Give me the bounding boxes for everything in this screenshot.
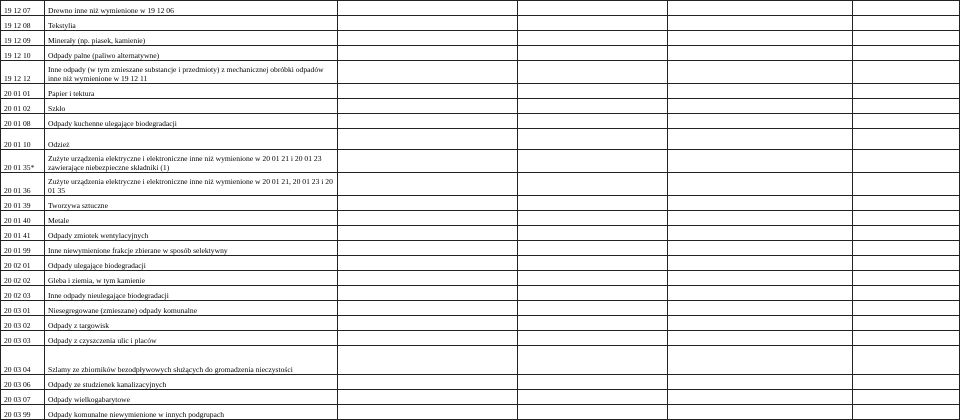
waste-code-cell: 20 01 39 <box>1 196 45 211</box>
waste-code-cell: 20 03 06 <box>1 375 45 390</box>
empty-cell <box>668 271 853 286</box>
table-row <box>1 16 960 31</box>
empty-cell <box>338 211 518 226</box>
empty-cell <box>338 99 518 114</box>
empty-cell <box>668 99 853 114</box>
empty-cell <box>853 211 960 226</box>
waste-description-cell: Zużyte urządzenia elektryczne i elektroniczne inne niż wymienione w 20 01 21, 20 01 23 i 20 01 35 <box>45 173 338 196</box>
empty-cell <box>338 46 518 61</box>
empty-cell <box>338 405 518 420</box>
waste-code-cell: 20 03 07 <box>1 390 45 405</box>
empty-cell <box>853 173 960 196</box>
table-row <box>1 150 960 173</box>
table-row <box>1 316 960 331</box>
empty-cell <box>853 150 960 173</box>
waste-description-cell: Odpady ze studzienek kanalizacyjnych <box>45 375 338 390</box>
empty-cell <box>338 31 518 46</box>
empty-cell <box>853 301 960 316</box>
empty-cell <box>338 390 518 405</box>
empty-cell <box>518 346 668 375</box>
waste-table-body <box>1 1 960 420</box>
table-row <box>1 61 960 84</box>
waste-code-cell: 20 01 35* <box>1 150 45 173</box>
waste-code-cell: 19 12 08 <box>1 16 45 31</box>
empty-cell <box>853 405 960 420</box>
empty-cell <box>518 331 668 346</box>
empty-cell <box>853 1 960 16</box>
empty-cell <box>338 301 518 316</box>
waste-description-cell: Niesegregowane (zmieszane) odpady komunalne <box>45 301 338 316</box>
empty-cell <box>518 150 668 173</box>
waste-description-cell: Inne odpady (w tym zmieszane substancje i przedmioty) z mechanicznej obróbki odpadów inne niż wymienione w 19 12 11 <box>45 61 338 84</box>
empty-cell <box>518 256 668 271</box>
empty-cell <box>853 226 960 241</box>
table-row <box>1 211 960 226</box>
waste-description-cell: Szlamy ze zbiorników bezodpływowych służących do gromadzenia nieczystości <box>45 346 338 375</box>
empty-cell <box>518 241 668 256</box>
empty-cell <box>668 286 853 301</box>
waste-code-cell: 20 02 03 <box>1 286 45 301</box>
waste-description-cell: Odpady z targowisk <box>45 316 338 331</box>
empty-cell <box>668 241 853 256</box>
empty-cell <box>668 173 853 196</box>
waste-description-cell: Gleba i ziemia, w tym kamienie <box>45 271 338 286</box>
empty-cell <box>668 114 853 129</box>
waste-code-cell: 20 02 02 <box>1 271 45 286</box>
empty-cell <box>518 405 668 420</box>
waste-description-cell: Tekstylia <box>45 16 338 31</box>
waste-description-cell: Odpady komunalne niewymienione w innych podgrupach <box>45 405 338 420</box>
empty-cell <box>338 1 518 16</box>
empty-cell <box>668 346 853 375</box>
empty-cell <box>338 316 518 331</box>
waste-description-cell: Szkło <box>45 99 338 114</box>
empty-cell <box>668 331 853 346</box>
table-row <box>1 405 960 420</box>
empty-cell <box>338 226 518 241</box>
empty-cell <box>668 84 853 99</box>
waste-description-cell: Odpady palne (paliwo alternatywne) <box>45 46 338 61</box>
empty-cell <box>338 286 518 301</box>
empty-cell <box>338 196 518 211</box>
empty-cell <box>668 375 853 390</box>
empty-cell <box>518 61 668 84</box>
waste-code-cell: 20 02 01 <box>1 256 45 271</box>
empty-cell <box>518 286 668 301</box>
waste-code-cell: 20 01 02 <box>1 99 45 114</box>
waste-description-cell: Odzież <box>45 129 338 150</box>
empty-cell <box>853 61 960 84</box>
empty-cell <box>853 196 960 211</box>
empty-cell <box>518 375 668 390</box>
waste-code-cell: 20 03 01 <box>1 301 45 316</box>
empty-cell <box>668 1 853 16</box>
table-row <box>1 241 960 256</box>
empty-cell <box>338 16 518 31</box>
empty-cell <box>853 46 960 61</box>
empty-cell <box>853 375 960 390</box>
empty-cell <box>338 375 518 390</box>
empty-cell <box>518 390 668 405</box>
waste-description-cell: Inne odpady nieulegające biodegradacji <box>45 286 338 301</box>
table-row <box>1 99 960 114</box>
waste-description-cell: Metale <box>45 211 338 226</box>
empty-cell <box>518 16 668 31</box>
empty-cell <box>338 61 518 84</box>
empty-cell <box>518 316 668 331</box>
table-row <box>1 390 960 405</box>
table-row <box>1 346 960 375</box>
empty-cell <box>338 84 518 99</box>
table-row <box>1 196 960 211</box>
empty-cell <box>668 46 853 61</box>
empty-cell <box>668 226 853 241</box>
empty-cell <box>518 271 668 286</box>
table-row <box>1 286 960 301</box>
waste-code-cell: 19 12 07 <box>1 1 45 16</box>
empty-cell <box>668 390 853 405</box>
waste-description-cell: Odpady wielkogabarytowe <box>45 390 338 405</box>
empty-cell <box>668 405 853 420</box>
empty-cell <box>338 173 518 196</box>
table-row <box>1 84 960 99</box>
table-row <box>1 301 960 316</box>
empty-cell <box>853 286 960 301</box>
empty-cell <box>338 346 518 375</box>
table-row <box>1 271 960 286</box>
waste-description-cell: Papier i tektura <box>45 84 338 99</box>
waste-code-cell: 19 12 09 <box>1 31 45 46</box>
empty-cell <box>668 31 853 46</box>
table-row <box>1 1 960 16</box>
table-row <box>1 173 960 196</box>
empty-cell <box>668 316 853 331</box>
empty-cell <box>668 16 853 31</box>
empty-cell <box>853 84 960 99</box>
empty-cell <box>853 129 960 150</box>
empty-cell <box>518 196 668 211</box>
empty-cell <box>518 173 668 196</box>
waste-description-cell: Minerały (np. piasek, kamienie) <box>45 31 338 46</box>
waste-code-cell: 20 01 99 <box>1 241 45 256</box>
table-row <box>1 129 960 150</box>
empty-cell <box>853 256 960 271</box>
waste-code-cell: 20 01 41 <box>1 226 45 241</box>
empty-cell <box>518 99 668 114</box>
waste-description-cell: Odpady kuchenne ulegające biodegradacji <box>45 114 338 129</box>
empty-cell <box>518 226 668 241</box>
waste-description-cell: Odpady ulegające biodegradacji <box>45 256 338 271</box>
waste-code-cell: 20 01 10 <box>1 129 45 150</box>
empty-cell <box>853 346 960 375</box>
empty-cell <box>338 114 518 129</box>
waste-description-cell: Odpady z czyszczenia ulic i placów <box>45 331 338 346</box>
empty-cell <box>853 331 960 346</box>
empty-cell <box>518 84 668 99</box>
empty-cell <box>338 150 518 173</box>
waste-code-cell: 20 01 01 <box>1 84 45 99</box>
empty-cell <box>853 114 960 129</box>
empty-cell <box>518 46 668 61</box>
empty-cell <box>338 129 518 150</box>
table-row <box>1 375 960 390</box>
empty-cell <box>853 271 960 286</box>
waste-code-cell: 20 01 36 <box>1 173 45 196</box>
empty-cell <box>518 129 668 150</box>
empty-cell <box>853 16 960 31</box>
empty-cell <box>518 301 668 316</box>
table-row <box>1 46 960 61</box>
empty-cell <box>668 129 853 150</box>
waste-description-cell: Odpady zmiotek wentylacyjnych <box>45 226 338 241</box>
empty-cell <box>338 331 518 346</box>
table-row <box>1 226 960 241</box>
table-row <box>1 256 960 271</box>
table-row <box>1 331 960 346</box>
empty-cell <box>668 61 853 84</box>
waste-description-cell: Drewno inne niż wymienione w 19 12 06 <box>45 1 338 16</box>
empty-cell <box>338 256 518 271</box>
waste-description-cell: Zużyte urządzenia elektryczne i elektroniczne inne niż wymienione w 20 01 21 i 20 01 23 zawierające niebezpieczne składniki (1) <box>45 150 338 173</box>
waste-code-cell: 20 03 03 <box>1 331 45 346</box>
empty-cell <box>518 114 668 129</box>
empty-cell <box>668 150 853 173</box>
empty-cell <box>853 241 960 256</box>
empty-cell <box>668 211 853 226</box>
empty-cell <box>668 301 853 316</box>
waste-code-cell: 20 03 02 <box>1 316 45 331</box>
empty-cell <box>338 271 518 286</box>
waste-code-cell: 19 12 10 <box>1 46 45 61</box>
empty-cell <box>853 31 960 46</box>
empty-cell <box>518 211 668 226</box>
waste-code-cell: 20 01 08 <box>1 114 45 129</box>
empty-cell <box>518 31 668 46</box>
waste-description-cell: Inne niewymienione frakcje zbierane w sposób selektywny <box>45 241 338 256</box>
empty-cell <box>853 316 960 331</box>
empty-cell <box>338 241 518 256</box>
empty-cell <box>853 390 960 405</box>
table-row <box>1 31 960 46</box>
waste-description-cell: Tworzywa sztuczne <box>45 196 338 211</box>
empty-cell <box>853 99 960 114</box>
waste-code-cell: 20 03 04 <box>1 346 45 375</box>
waste-code-cell: 20 01 40 <box>1 211 45 226</box>
waste-code-cell: 19 12 12 <box>1 61 45 84</box>
empty-cell <box>668 256 853 271</box>
table-row <box>1 114 960 129</box>
empty-cell <box>668 196 853 211</box>
empty-cell <box>518 1 668 16</box>
waste-code-cell: 20 03 99 <box>1 405 45 420</box>
